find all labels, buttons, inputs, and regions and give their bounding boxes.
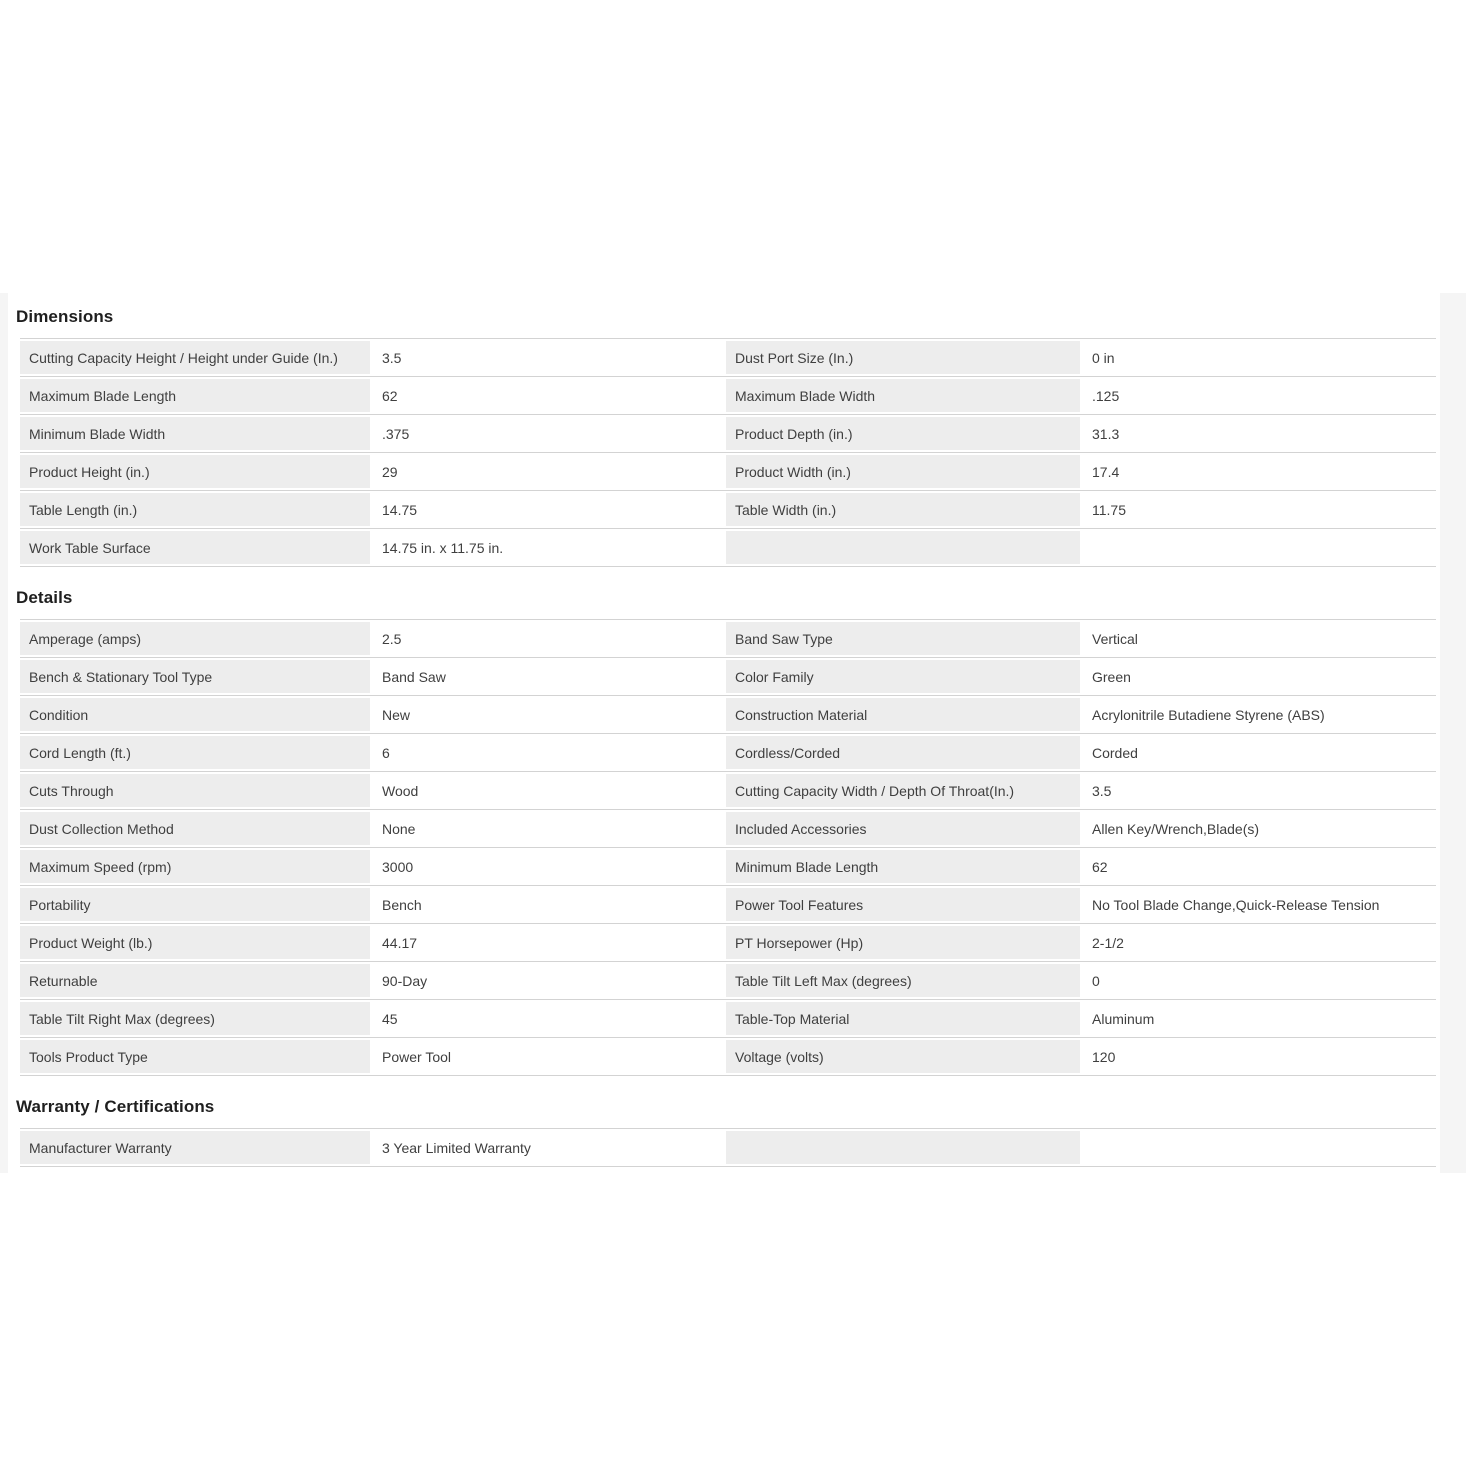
spec-label-cell: Product Height (in.) <box>20 453 370 490</box>
spec-value-cell: .125 <box>1080 377 1436 414</box>
spec-value-cell: 62 <box>1080 848 1436 885</box>
spec-value-cell: 90-Day <box>370 962 726 999</box>
spec-value-cell: 2-1/2 <box>1080 924 1436 961</box>
spec-label-cell: Maximum Blade Width <box>726 377 1080 414</box>
spec-label-cell: Product Width (in.) <box>726 453 1080 490</box>
section-title: Details <box>16 588 73 607</box>
spec-value-cell: 0 <box>1080 962 1436 999</box>
spec-value-cell: 14.75 in. x 11.75 in. <box>370 529 726 566</box>
spec-label-cell: Cuts Through <box>20 772 370 809</box>
spec-label-cell: Power Tool Features <box>726 886 1080 923</box>
spec-row <box>20 772 1436 810</box>
spec-table <box>20 338 1436 567</box>
specifications-card <box>8 293 1440 1173</box>
spec-label-cell: Cutting Capacity Width / Depth Of Throat(In.) <box>726 772 1080 809</box>
spec-row <box>20 734 1436 772</box>
spec-label-cell: Dust Port Size (In.) <box>726 339 1080 376</box>
spec-value-cell: 29 <box>370 453 726 490</box>
spec-row <box>20 962 1436 1000</box>
spec-value-cell: 3 Year Limited Warranty <box>370 1129 726 1166</box>
spec-label-cell: Color Family <box>726 658 1080 695</box>
spec-label-cell: Product Weight (lb.) <box>20 924 370 961</box>
spec-value-cell <box>1080 1129 1436 1166</box>
spec-row <box>20 339 1436 377</box>
spec-value-cell <box>1080 529 1436 566</box>
spec-table <box>20 1128 1436 1167</box>
spec-label-cell: Table Tilt Left Max (degrees) <box>726 962 1080 999</box>
spec-label-cell: Construction Material <box>726 696 1080 733</box>
dimensions-section <box>8 306 1440 567</box>
spec-row <box>20 1000 1436 1038</box>
spec-value-cell: New <box>370 696 726 733</box>
spec-value-cell: Power Tool <box>370 1038 726 1075</box>
spec-label-cell: Included Accessories <box>726 810 1080 847</box>
spec-label-cell: Table Tilt Right Max (degrees) <box>20 1000 370 1037</box>
spec-row <box>20 491 1436 529</box>
specifications-page-band <box>0 293 1466 1173</box>
spec-value-cell: 17.4 <box>1080 453 1436 490</box>
spec-value-cell: 0 in <box>1080 339 1436 376</box>
spec-row <box>20 848 1436 886</box>
spec-row <box>20 415 1436 453</box>
spec-label-cell: Maximum Blade Length <box>20 377 370 414</box>
spec-row <box>20 696 1436 734</box>
spec-label-cell: Band Saw Type <box>726 620 1080 657</box>
spec-value-cell: 2.5 <box>370 620 726 657</box>
spec-value-cell: Green <box>1080 658 1436 695</box>
spec-label-cell: Dust Collection Method <box>20 810 370 847</box>
spec-row <box>20 810 1436 848</box>
details-section <box>8 587 1440 1076</box>
spec-value-cell: No Tool Blade Change,Quick-Release Tension <box>1080 886 1436 923</box>
spec-row <box>20 658 1436 696</box>
spec-value-cell: Wood <box>370 772 726 809</box>
spec-label-cell: Amperage (amps) <box>20 620 370 657</box>
spec-label-cell: Returnable <box>20 962 370 999</box>
spec-value-cell: Corded <box>1080 734 1436 771</box>
spec-value-cell: 120 <box>1080 1038 1436 1075</box>
spec-value-cell: 45 <box>370 1000 726 1037</box>
spec-value-cell: Allen Key/Wrench,Blade(s) <box>1080 810 1436 847</box>
section-title: Dimensions <box>16 307 114 326</box>
spec-label-cell: Condition <box>20 696 370 733</box>
section-title: Warranty / Certifications <box>16 1097 215 1116</box>
spec-value-cell: 31.3 <box>1080 415 1436 452</box>
spec-row <box>20 924 1436 962</box>
spec-label-cell: Table Width (in.) <box>726 491 1080 528</box>
spec-row <box>20 377 1436 415</box>
spec-value-cell: 14.75 <box>370 491 726 528</box>
spec-label-cell: Portability <box>20 886 370 923</box>
spec-label-cell: Manufacturer Warranty <box>20 1129 370 1166</box>
spec-value-cell: None <box>370 810 726 847</box>
spec-value-cell: 3.5 <box>1080 772 1436 809</box>
spec-value-cell: 3.5 <box>370 339 726 376</box>
spec-row <box>20 1129 1436 1167</box>
spec-label-cell: Cord Length (ft.) <box>20 734 370 771</box>
spec-value-cell: 44.17 <box>370 924 726 961</box>
spec-label-cell <box>726 529 1080 566</box>
spec-label-cell: Tools Product Type <box>20 1038 370 1075</box>
spec-value-cell: 11.75 <box>1080 491 1436 528</box>
spec-label-cell: Cutting Capacity Height / Height under Guide (In.) <box>20 339 370 376</box>
spec-label-cell: Bench & Stationary Tool Type <box>20 658 370 695</box>
spec-value-cell: 3000 <box>370 848 726 885</box>
spec-value-cell: 62 <box>370 377 726 414</box>
spec-row <box>20 1038 1436 1076</box>
spec-label-cell: Voltage (volts) <box>726 1038 1080 1075</box>
spec-label-cell: PT Horsepower (Hp) <box>726 924 1080 961</box>
spec-value-cell: Vertical <box>1080 620 1436 657</box>
spec-value-cell: .375 <box>370 415 726 452</box>
spec-value-cell: Acrylonitrile Butadiene Styrene (ABS) <box>1080 696 1436 733</box>
spec-table <box>20 619 1436 1076</box>
spec-label-cell: Cordless/Corded <box>726 734 1080 771</box>
spec-label-cell: Minimum Blade Width <box>20 415 370 452</box>
spec-label-cell: Work Table Surface <box>20 529 370 566</box>
spec-label-cell: Table-Top Material <box>726 1000 1080 1037</box>
spec-row <box>20 620 1436 658</box>
spec-value-cell: Aluminum <box>1080 1000 1436 1037</box>
spec-row <box>20 886 1436 924</box>
spec-value-cell: 6 <box>370 734 726 771</box>
spec-label-cell <box>726 1129 1080 1166</box>
spec-label-cell: Minimum Blade Length <box>726 848 1080 885</box>
spec-label-cell: Table Length (in.) <box>20 491 370 528</box>
spec-row <box>20 453 1436 491</box>
warranty-section <box>8 1096 1440 1167</box>
spec-value-cell: Bench <box>370 886 726 923</box>
spec-value-cell: Band Saw <box>370 658 726 695</box>
top-whitespace <box>0 0 1466 293</box>
spec-row <box>20 529 1436 567</box>
spec-label-cell: Maximum Speed (rpm) <box>20 848 370 885</box>
spec-label-cell: Product Depth (in.) <box>726 415 1080 452</box>
